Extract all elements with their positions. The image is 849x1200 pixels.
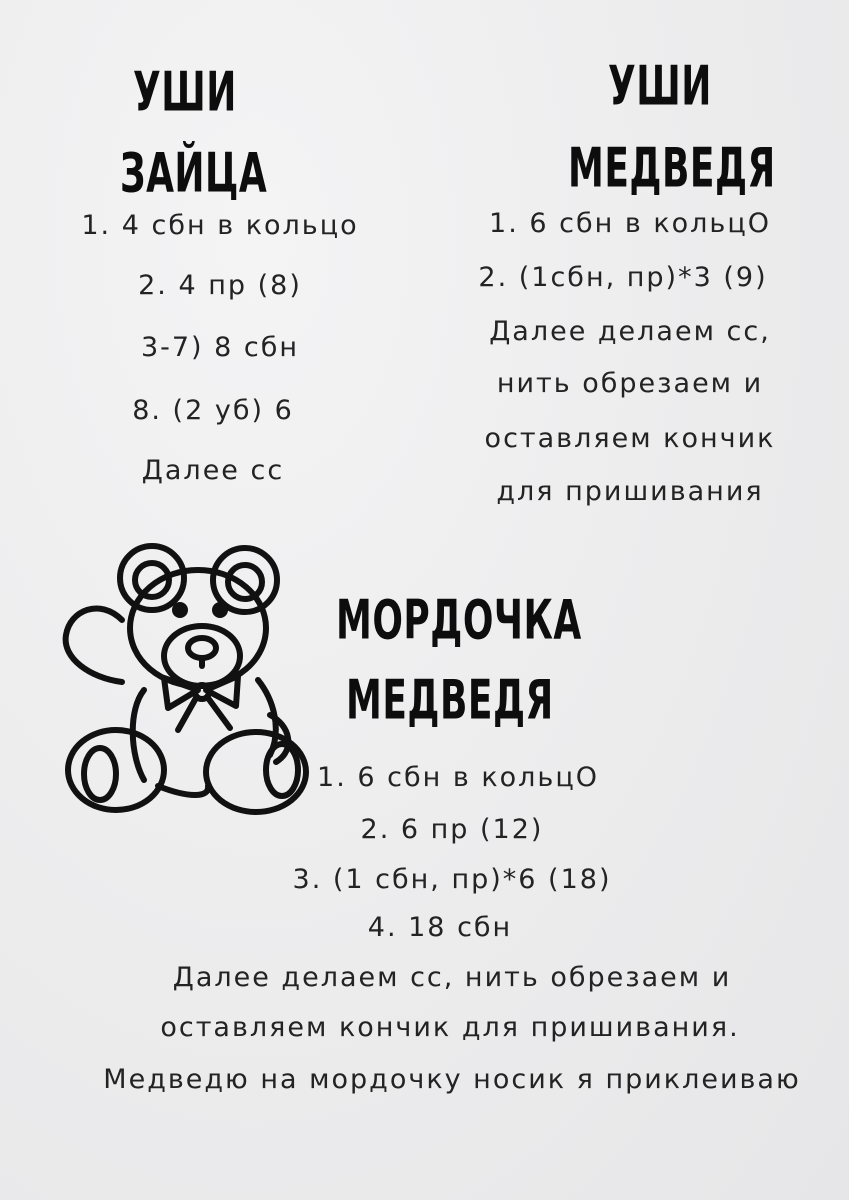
bear-muzzle-step: Медведю на мордочку носик я приклеиваю — [103, 1064, 801, 1095]
hare-ears-step: 2. 4 пр (8) — [138, 270, 302, 301]
bear-ears-step: 1. 6 сбн в кольцО — [489, 208, 771, 239]
teddy-bear-icon — [60, 540, 310, 815]
hare-ears-step: 8. (2 уб) 6 — [132, 395, 294, 426]
hare-ears-title-line2: ЗАЙЦА — [120, 143, 268, 206]
bear-muzzle-step: 1. 6 сбн в кольцО — [317, 762, 599, 793]
hare-ears-step: 1. 4 сбн в кольцо — [81, 210, 359, 241]
hare-ears-step: Далее сс — [141, 455, 285, 486]
bear-ears-step: для пришивания — [496, 476, 764, 507]
bear-ears-step: нить обрезаем и — [496, 368, 764, 399]
bear-ears-step: 2. (1сбн, пр)*3 (9) — [478, 262, 768, 293]
bear-muzzle-title-line2: МЕДВЕДЯ — [346, 670, 554, 733]
bear-muzzle-step: Далее делаем сс, нить обрезаем и — [172, 962, 732, 993]
bear-ears-title-line1: УШИ — [608, 56, 712, 119]
bear-muzzle-step: 2. 6 пр (12) — [360, 814, 544, 845]
bear-muzzle-step: оставляем кончик для пришивания. — [160, 1012, 740, 1043]
bear-ears-step: Далее делаем сс, — [489, 316, 771, 347]
bear-muzzle-title-line1: МОРДОЧКА — [336, 590, 582, 653]
hare-ears-step: 3-7) 8 сбн — [140, 332, 300, 363]
bear-ears-title-line2: МЕДВЕДЯ — [568, 138, 776, 201]
bear-muzzle-step: 3. (1 сбн, пр)*6 (18) — [292, 864, 612, 895]
hare-ears-title-line1: УШИ — [133, 62, 237, 125]
bear-muzzle-step: 4. 18 сбн — [367, 912, 513, 943]
bear-ears-step: оставляем кончик — [484, 423, 776, 454]
